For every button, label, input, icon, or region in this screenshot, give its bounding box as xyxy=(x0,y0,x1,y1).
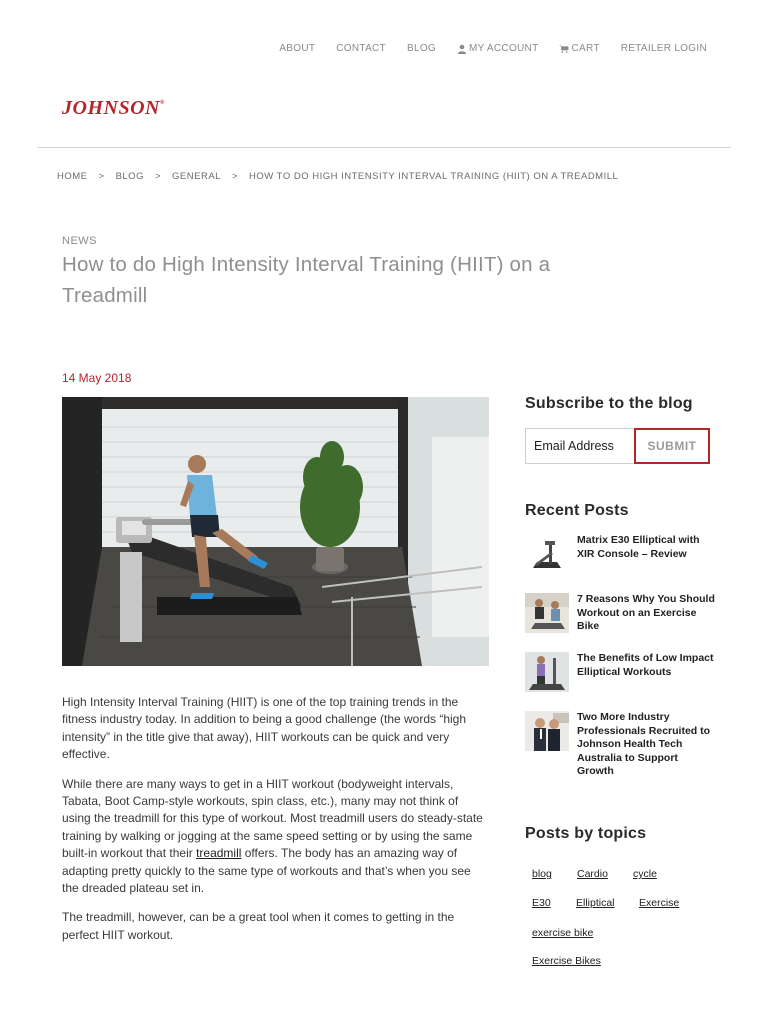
elliptical-thumbnail xyxy=(525,534,569,574)
topic-tag-cycle[interactable]: cycle xyxy=(633,868,657,880)
treadmill-link[interactable]: treadmill xyxy=(196,846,242,861)
recent-post-title: 7 Reasons Why You Should Workout on an Exercise Bike xyxy=(577,593,715,633)
nav-cart-label: CART xyxy=(571,43,600,54)
exercise-bike-thumbnail xyxy=(525,593,569,633)
topic-tag-cardio[interactable]: Cardio xyxy=(577,868,608,880)
breadcrumb xyxy=(57,171,618,182)
logo-text: JOHNSON xyxy=(62,97,160,119)
header-divider xyxy=(38,147,731,148)
recent-post-title: The Benefits of Low Impact Elliptical Workouts xyxy=(577,652,714,678)
article-category: NEWS xyxy=(62,235,97,247)
breadcrumb-home[interactable]: HOME xyxy=(57,171,88,182)
recent-post-thumbnail xyxy=(525,652,569,692)
article-date: 14 May 2018 xyxy=(62,371,132,385)
logo-registered-mark: ® xyxy=(159,100,165,106)
article-body xyxy=(62,694,486,956)
topics-heading: Posts by topics xyxy=(525,825,647,842)
topic-tag-blog[interactable]: blog xyxy=(532,868,552,880)
hero-image-treadmill-runner xyxy=(62,397,489,666)
article-text: offers. The body has an amazing way of adapting pretty quickly to the same type of workouts and that’s when you see the dreaded plateau set in. xyxy=(62,846,471,896)
topic-tag-elliptical[interactable]: Elliptical xyxy=(576,897,615,909)
hero-illustration xyxy=(62,397,489,666)
article-paragraph: The treadmill, however, can be a great tool when it comes to getting in the perfect HIIT workout. xyxy=(62,910,455,942)
article-paragraph: High Intensity Interval Training (HIIT) is one of the top training trends in the fitness industry today. In addition to being a good challenge (the words “high intensity” in the title give that away), HIIT workouts can be quick and very effective. xyxy=(62,695,467,762)
user-icon xyxy=(457,44,467,54)
topic-tag-exercise-bike[interactable]: exercise bike xyxy=(532,927,594,939)
nav-contact-link[interactable]: CONTACT xyxy=(336,43,386,54)
breadcrumb-separator: > xyxy=(231,171,238,182)
topic-tag-exercise[interactable]: Exercise xyxy=(639,897,680,909)
breadcrumb-separator: > xyxy=(154,171,162,182)
nav-retailer-login-link[interactable]: RETAILER LOGIN xyxy=(620,43,707,54)
nav-cart-link[interactable] xyxy=(559,43,599,54)
recent-post-thumbnail xyxy=(525,534,569,574)
nav-blog-link[interactable]: BLOG xyxy=(406,43,436,54)
recent-post-title: Two More Industry Professionals Recruited to Johnson Health Tech Australia to Support Growth xyxy=(577,711,711,778)
subscribe-heading: Subscribe to the blog xyxy=(525,395,693,412)
recent-post-thumbnail xyxy=(525,711,569,751)
breadcrumb-current[interactable]: HOW TO DO HIGH INTENSITY INTERVAL TRAINING (HIIT) ON A TREADMILL xyxy=(249,171,619,182)
breadcrumb-separator: > xyxy=(98,171,105,182)
industry-professionals-thumbnail xyxy=(525,711,569,751)
breadcrumb-general[interactable]: GENERAL xyxy=(172,171,221,182)
recent-post-item[interactable] xyxy=(525,652,715,692)
low-impact-elliptical-thumbnail xyxy=(525,652,569,692)
cart-icon xyxy=(559,44,569,54)
article-paragraph xyxy=(62,776,486,898)
recent-post-title: Matrix E30 Elliptical with XIR Console – Review xyxy=(577,534,700,560)
top-nav xyxy=(258,43,707,54)
johnson-logo[interactable] xyxy=(62,97,165,120)
topic-tag-exercise-bikes[interactable]: Exercise Bikes xyxy=(532,955,601,967)
breadcrumb-blog[interactable]: BLOG xyxy=(115,171,144,182)
recent-post-thumbnail xyxy=(525,593,569,633)
nav-my-account-link[interactable] xyxy=(457,43,539,54)
nav-about-link[interactable]: ABOUT xyxy=(279,43,316,54)
topic-tag-e30[interactable]: E30 xyxy=(532,897,551,909)
submit-button[interactable]: SUBMIT xyxy=(634,428,710,464)
recent-posts-heading: Recent Posts xyxy=(525,502,629,519)
article-text: While there are many ways to get in a HIIT workout (bodyweight intervals, Tabata, Boot Camp-style workouts, spin class, etc.), many may not think of using the treadmill for this type of workout. Most treadmill users do steady-state training by walking or jogging at the same speed setting or by using the same built-in workout that their xyxy=(62,776,483,861)
recent-post-item[interactable] xyxy=(525,711,715,779)
recent-post-item[interactable] xyxy=(525,534,715,574)
article-title: How to do High Intensity Interval Training (HIIT) on a Treadmill xyxy=(62,253,551,307)
nav-my-account-label: MY ACCOUNT xyxy=(468,43,539,54)
recent-post-item[interactable] xyxy=(525,593,715,634)
email-input[interactable] xyxy=(525,428,635,464)
